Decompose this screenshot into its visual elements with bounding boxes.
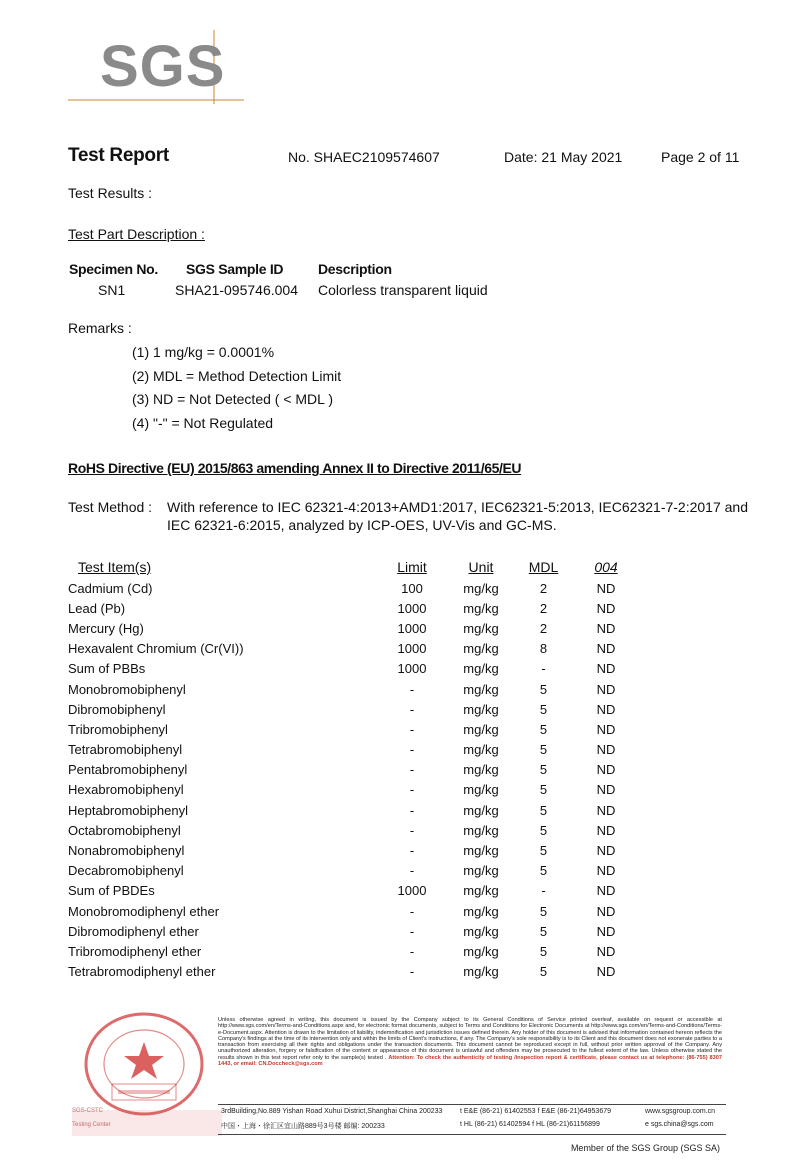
remarks-label: Remarks :: [68, 320, 132, 336]
cell-unit: mg/kg: [463, 822, 499, 838]
sample-id-value: SHA21-095746.004: [175, 282, 298, 298]
cell-result: ND: [596, 843, 616, 859]
cell-limit: -: [409, 843, 415, 859]
cell-limit: -: [409, 742, 415, 758]
table-row: [62, 941, 641, 961]
cell-unit: mg/kg: [463, 802, 499, 818]
cell-test-item: Hexabromobiphenyl: [68, 782, 184, 798]
sample-header-id: SGS Sample ID: [186, 261, 284, 277]
test-part-description-heading: Test Part Description :: [68, 226, 205, 242]
cell-result: ND: [596, 661, 616, 677]
cell-limit: 100: [401, 580, 423, 596]
test-method-line2: IEC 62321-6:2015, analyzed by ICP-OES, UV-Vis and GC-MS.: [167, 517, 557, 533]
cell-test-item: Dibromodiphenyl ether: [68, 923, 199, 939]
cell-result: ND: [596, 802, 616, 818]
cell-mdl: 2: [539, 620, 548, 636]
cell-mdl: 2: [539, 580, 548, 596]
table-header-row: [62, 556, 641, 578]
table-row: [62, 740, 641, 760]
cell-test-item: Monobromodiphenyl ether: [68, 903, 220, 919]
report-date: Date: 21 May 2021: [504, 149, 623, 165]
test-results-label: Test Results :: [68, 185, 153, 201]
cell-mdl: 5: [539, 701, 548, 717]
cell-result: ND: [596, 964, 616, 980]
cell-limit: 1000: [397, 600, 427, 616]
cell-test-item: Nonabromobiphenyl: [68, 843, 185, 859]
table-row: [62, 840, 641, 860]
results-table: [62, 556, 641, 982]
cell-unit: mg/kg: [463, 742, 499, 758]
cell-result: ND: [596, 600, 616, 616]
disclaimer-text: Unless otherwise agreed in writing, this document is issued by the Company subject to its General Conditions of Service printed overleaf, available on request or accessible at http://www.sgs.com/en/Terms-and-Conditions.aspx and, for electronic format documents, subject to Terms and Conditions for Electronic Documents at http://www.sgs.com/en/Terms-and-Conditions/Terms-e-Document.aspx. Attention is drawn to the limitation of liability, indemnification and jurisdiction issues defined therein. Any holder of this document is advised that information contained hereon reflects the Company's findings at the time of its intervention only and within the limits of Client's instructions, if any. The Company's sole responsibility is to its Client and this document does not exonerate parties to a transaction from exercising all their rights and obligations under the transaction documents. This document cannot be reproduced except in full, without prior written approval of the Company. Any unauthorized alteration, forgery or falsification of the content or appearance of this document is unlawful and offenders may be prosecuted to the fullest extent of the law. Unless otherwise stated the results shown in this test report refer only to the sample(s) tested .: [218, 1017, 722, 1061]
address-english: 3rdBuilding,No.889 Yishan Road Xuhui District,Shanghai China 200233: [221, 1108, 443, 1115]
cell-mdl: 5: [539, 843, 548, 859]
cell-limit: 1000: [397, 641, 427, 657]
cell-unit: mg/kg: [463, 782, 499, 798]
footer-divider: [218, 1104, 726, 1105]
remark-item: (1) 1 mg/kg = 0.0001%: [132, 344, 275, 360]
cell-unit: mg/kg: [463, 762, 499, 778]
test-method-label: Test Method :: [68, 499, 153, 515]
cell-result: ND: [596, 883, 616, 899]
cell-test-item: Pentabromobiphenyl: [68, 762, 188, 778]
section-title: RoHS Directive (EU) 2015/863 amending Annex II to Directive 2011/65/EU: [68, 460, 522, 476]
cell-limit: -: [409, 964, 415, 980]
cell-test-item: Mercury (Hg): [68, 620, 144, 636]
cell-result: ND: [596, 641, 616, 657]
cell-test-item: Lead (Pb): [68, 600, 126, 616]
remark-item: (3) ND = Not Detected ( < MDL ): [132, 391, 333, 407]
cell-limit: -: [409, 782, 415, 798]
cell-mdl: 5: [539, 903, 548, 919]
cell-limit: -: [409, 903, 415, 919]
sample-header-specimen: Specimen No.: [69, 261, 158, 277]
cell-test-item: Octabromobiphenyl: [68, 822, 181, 838]
cell-limit: -: [409, 681, 415, 697]
cell-limit: -: [409, 802, 415, 818]
cell-result: ND: [596, 943, 616, 959]
table-row: [62, 921, 641, 941]
cell-mdl: 5: [539, 742, 548, 758]
cell-mdl: -: [541, 661, 546, 677]
cell-result: ND: [596, 681, 616, 697]
header-limit: Limit: [397, 559, 427, 575]
cell-mdl: 5: [539, 681, 548, 697]
cell-unit: mg/kg: [463, 843, 499, 859]
cell-limit: 1000: [397, 661, 427, 677]
table-row: [62, 618, 641, 638]
cell-result: ND: [596, 782, 616, 798]
cell-test-item: Tetrabromobiphenyl: [68, 742, 183, 758]
cell-limit: -: [409, 762, 415, 778]
cell-unit: mg/kg: [463, 964, 499, 980]
sample-header-description: Description: [318, 261, 392, 277]
cell-result: ND: [596, 822, 616, 838]
cell-mdl: 8: [539, 641, 548, 657]
table-row: [62, 598, 641, 618]
table-row: [62, 719, 641, 739]
stamp-left-text: SGS-CSTC: [72, 1108, 104, 1114]
phone-ee: t E&E (86-21) 61402553 f E&E (86-21)64953679: [460, 1108, 611, 1115]
cell-result: ND: [596, 620, 616, 636]
address-chinese: 中国・上海・徐汇区宜山路889号3号楼 邮编: 200233: [221, 1123, 385, 1130]
table-row: [62, 901, 641, 921]
cell-unit: mg/kg: [463, 903, 499, 919]
header-mdl: MDL: [528, 559, 559, 575]
table-row: [62, 578, 641, 598]
stamp-seal-icon: [72, 1006, 222, 1136]
test-method-line1: With reference to IEC 62321-4:2013+AMD1:2017, IEC62321-5:2013, IEC62321-7-2:2017 and: [167, 499, 748, 515]
cell-test-item: Decabromobiphenyl: [68, 863, 184, 879]
sample-specimen-value: SN1: [98, 282, 126, 298]
cell-mdl: 5: [539, 802, 548, 818]
remark-item: (2) MDL = Method Detection Limit: [132, 368, 342, 384]
remark-item: (4) "-" = Not Regulated: [132, 415, 274, 431]
cell-unit: mg/kg: [463, 943, 499, 959]
cell-mdl: 5: [539, 943, 548, 959]
cell-mdl: 5: [539, 721, 548, 737]
cell-test-item: Cadmium (Cd): [68, 580, 153, 596]
cell-unit: mg/kg: [463, 580, 499, 596]
cell-mdl: 5: [539, 762, 548, 778]
cell-limit: -: [409, 923, 415, 939]
cell-mdl: 2: [539, 600, 548, 616]
stamp-left-text: Testing Center: [72, 1122, 111, 1128]
company-stamp: [72, 1006, 222, 1136]
cell-unit: mg/kg: [463, 620, 499, 636]
email: e sgs.china@sgs.com: [645, 1121, 714, 1128]
cell-limit: -: [409, 863, 415, 879]
cell-mdl: 5: [539, 863, 548, 879]
cell-limit: -: [409, 721, 415, 737]
cell-unit: mg/kg: [463, 681, 499, 697]
cell-result: ND: [596, 923, 616, 939]
table-row: [62, 639, 641, 659]
attention-text: Attention: To check the authenticity of testing /inspection report & certificate, please contact us at telephone: (86-755) 8307 1443, or email: CN.Doccheck@sgs.com: [218, 1054, 722, 1068]
cell-test-item: Dibromobiphenyl: [68, 701, 166, 717]
cell-test-item: Tribromodiphenyl ether: [68, 943, 202, 959]
cell-limit: -: [409, 943, 415, 959]
cell-test-item: Monobromobiphenyl: [68, 681, 186, 697]
table-row: [62, 800, 641, 820]
cell-unit: mg/kg: [463, 661, 499, 677]
logo-text: SGS: [100, 34, 226, 99]
table-row: [62, 659, 641, 679]
cell-mdl: -: [541, 883, 546, 899]
cell-unit: mg/kg: [463, 600, 499, 616]
cell-unit: mg/kg: [463, 923, 499, 939]
cell-unit: mg/kg: [463, 863, 499, 879]
report-number: No. SHAEC2109574607: [288, 149, 440, 165]
cell-result: ND: [596, 863, 616, 879]
table-row: [62, 780, 641, 800]
cell-unit: mg/kg: [463, 641, 499, 657]
sample-description-value: Colorless transparent liquid: [318, 282, 488, 298]
cell-result: ND: [596, 903, 616, 919]
cell-limit: 1000: [397, 883, 427, 899]
member-text: Member of the SGS Group (SGS SA): [570, 1143, 720, 1153]
footer-disclaimer: [218, 1017, 722, 1067]
table-row: [62, 820, 641, 840]
cell-mdl: 5: [539, 782, 548, 798]
table-row: [62, 962, 641, 982]
cell-unit: mg/kg: [463, 721, 499, 737]
cell-limit: 1000: [397, 620, 427, 636]
header-unit: Unit: [468, 559, 494, 575]
website: www.sgsgroup.com.cn: [645, 1108, 716, 1115]
cell-test-item: Sum of PBDEs: [68, 883, 155, 899]
page-number: Page 2 of 11: [661, 149, 740, 165]
cell-result: ND: [596, 580, 616, 596]
cell-mdl: 5: [539, 822, 548, 838]
cell-test-item: Sum of PBBs: [68, 661, 146, 677]
cell-result: ND: [596, 701, 616, 717]
cell-unit: mg/kg: [463, 701, 499, 717]
cell-test-item: Tribromobiphenyl: [68, 721, 168, 737]
table-row: [62, 861, 641, 881]
phone-hl: t HL (86-21) 61402594 f HL (86-21)61156899: [460, 1121, 600, 1128]
cell-limit: -: [409, 822, 415, 838]
cell-limit: -: [409, 701, 415, 717]
header-test-item: Test Item(s): [78, 559, 152, 575]
cell-mdl: 5: [539, 923, 548, 939]
table-row: [62, 679, 641, 699]
cell-result: ND: [596, 742, 616, 758]
table-row: [62, 699, 641, 719]
results-body: [62, 578, 641, 982]
table-row: [62, 760, 641, 780]
header-result-004: 004: [594, 559, 618, 575]
cell-test-item: Hexavalent Chromium (Cr(VI)): [68, 641, 244, 657]
cell-result: ND: [596, 762, 616, 778]
footer-divider: [218, 1134, 726, 1135]
cell-mdl: 5: [539, 964, 548, 980]
table-row: [62, 881, 641, 901]
page-title: Test Report: [68, 145, 169, 166]
cell-test-item: Tetrabromodiphenyl ether: [68, 964, 216, 980]
cell-result: ND: [596, 721, 616, 737]
cell-test-item: Heptabromobiphenyl: [68, 802, 188, 818]
cell-unit: mg/kg: [463, 883, 499, 899]
